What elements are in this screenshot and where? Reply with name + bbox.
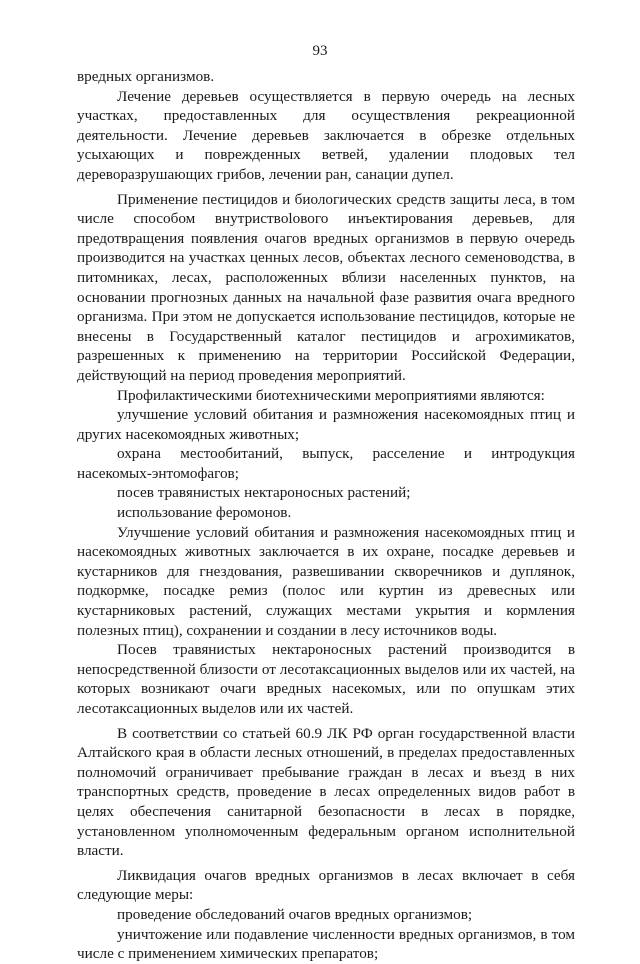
paragraph-3: Применение пестицидов и биологических средств защиты леса, в том числе способом внутриствolового инъектирования деревьев, для предотвращения появления очагов вредных организмов в первую очередь производится на участках ценных лесов, объектах лесного семеноводства, в питомниках, лесах, расположенных вблизи населенных пунктов, на основании прогнозных данных на начальной фазе развития очага вредного организма. При этом не допускается использование пестицидов, которые не внесены в Государственный каталог пестицидов и агрохимикатов, разрешенных к применению на территории Российской Федерации, действующий на период проведения мероприятий. bbox=[77, 190, 575, 384]
document-body bbox=[77, 67, 575, 964]
paragraph-9: Улучшение условий обитания и размножения насекомоядных птиц и насекомоядных животных заключается в их охране, посадке деревьев и кустарников для гнездования, развешивании скворечников и дуплянок, подкормке, посадке ремиз (полос или куртин из древесных или кустарниковых растений, служащих местами укрытия и кормления полезных птиц), сохранении и создании в лесу источников воды. bbox=[77, 523, 575, 639]
paragraph-11: В соответствии со статьей 60.9 ЛК РФ орган государственной власти Алтайского края в области лесных отношений, в пределах предоставленных полномочий ограничивает пребывание граждан в лесах и въезд в них транспортных средств, проведение в лесах определенных видов работ в целях обеспечения санитарной безопасности в лесах в порядке, установленном уполномоченным федеральным органом исполнительной власти. bbox=[77, 724, 575, 860]
paragraph-7: посев травянистых нектароносных растений; bbox=[117, 484, 411, 502]
paragraph-10: Посев травянистых нектароносных растений производится в непосредственной близости от лесотаксационных выделов или их частей, на которых возникают очаги вредных насекомых, или по опушкам этих лесотаксационных выделов или их частей. bbox=[77, 641, 575, 717]
paragraph-14: уничтожение или подавление численности вредных организмов, в том числе с применением химических препаратов; bbox=[77, 925, 575, 963]
paragraph-6: охрана местообитаний, выпуск, расселение и интродукция насекомых-энтомофагов; bbox=[77, 445, 575, 482]
paragraph-4: Профилактическими биотехническими мероприятиями являются: bbox=[117, 386, 545, 404]
paragraph-1: вредных организмов. bbox=[77, 68, 215, 85]
page-number: 93 bbox=[312, 43, 328, 59]
paragraph-12: Ликвидация очагов вредных организмов в лесах включает в себя следующие меры: bbox=[77, 866, 575, 904]
paragraph-5: улучшение условий обитания и размножения насекомоядных птиц и других насекомоядных животных; bbox=[77, 406, 575, 443]
paragraph-2: Лечение деревьев осуществляется в первую очередь на лесных участках, предоставленных для осуществления рекреационной деятельности. Лечение деревьев заключается в обрезке отдельных усыхающих и поврежденных ветвей, удалении плодовых тел дереворазрушающих грибов, лечении ран, санации дупел. bbox=[77, 87, 575, 183]
paragraph-8: использование феромонов. bbox=[117, 504, 292, 522]
paragraph-13: проведение обследований очагов вредных организмов; bbox=[117, 905, 473, 923]
